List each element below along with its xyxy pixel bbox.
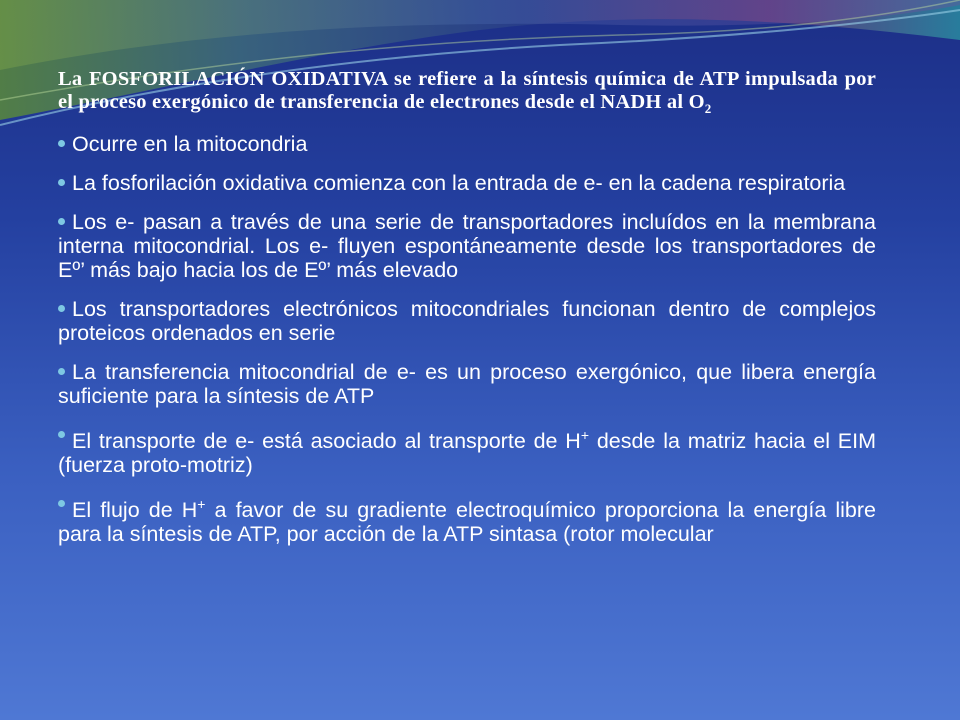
bullet-item <box>58 423 876 477</box>
slide-content <box>58 68 876 561</box>
bullet-item <box>58 492 876 546</box>
bullet-icon <box>58 431 65 438</box>
bullet-text: Los e- pasan a través de una serie de transportadores incluídos en la membrana interna mitocondrial. Los e- fluyen espontáneamente desde los transportadores de Eº’ más bajo hacia los de Eº’ más elevado <box>58 210 876 283</box>
heading-subscript: 2 <box>704 101 712 117</box>
bullet-superscript: + <box>580 427 590 444</box>
slide-heading <box>58 68 876 120</box>
bullet-item <box>58 132 876 156</box>
bullet-text: El flujo de H <box>72 498 198 523</box>
bullet-icon <box>58 368 65 375</box>
bullet-icon <box>58 500 65 507</box>
bullet-text: El transporte de e- está asociado al transporte de H <box>72 429 581 454</box>
bullet-text: La fosforilación oxidativa comienza con la entrada de e- en la cadena respiratoria <box>72 171 846 196</box>
bullet-icon <box>58 179 65 186</box>
bullet-item <box>58 297 876 345</box>
bullet-text: a favor de su gradiente electroquímico proporciona la energía libre para la síntesis de ATP, por acción de la ATP sintasa (rotor molecular <box>58 498 876 547</box>
heading-text: La FOSFORILACIÓN OXIDATIVA se refiere a la síntesis química de ATP impulsada por el proceso exergónico de transferencia de electrones desde el NADH al O <box>58 68 876 113</box>
bullet-item <box>58 210 876 282</box>
bullet-text: desde la matriz hacia el EIM (fuerza proto-motriz) <box>58 429 877 478</box>
bullet-item <box>58 360 876 408</box>
bullet-icon <box>58 305 65 312</box>
bullet-text: Los transportadores electrónicos mitocondriales funcionan dentro de complejos proteicos ordenados en serie <box>58 297 876 346</box>
bullet-list <box>58 132 876 546</box>
bullet-item <box>58 171 876 195</box>
bullet-superscript: + <box>197 496 206 513</box>
bullet-icon <box>58 218 65 225</box>
bullet-text: Ocurre en la mitocondria <box>72 132 308 157</box>
bullet-text: La transferencia mitocondrial de e- es un proceso exergónico, que libera energía suficiente para la síntesis de ATP <box>58 360 876 409</box>
bullet-icon <box>58 140 65 147</box>
